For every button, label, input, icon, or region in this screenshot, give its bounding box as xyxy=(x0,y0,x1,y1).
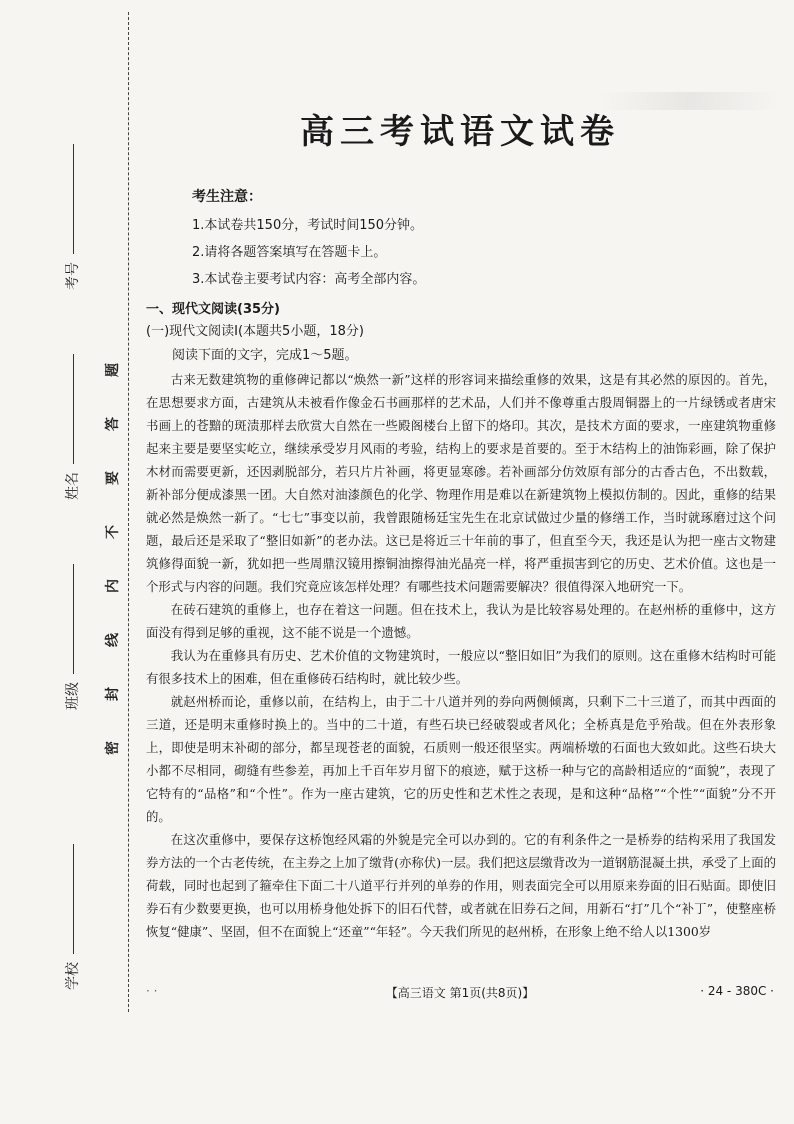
fill-in-line[interactable] xyxy=(73,354,74,464)
passage-paragraph: 就赵州桥而论，重修以前，在结构上，由于二十八道并列的券向两侧倾离，只剩下二十三道了，而其中西面的三道，还是明末重修时换上的。当中的二十道，有些石块已经破裂或者风化；全桥真是危乎殆哉。但在外表形象上，即使是明末补砌的部分，都呈现苍老的面貌，石质则一般还很坚实。两端桥墩的石面也大致如此。这些石块大小都不尽相同，砌缝有些参差，再加上千百年岁月留下的痕迹，赋于这桥一种与它的高龄相适应的“面貌”，表现了它特有的“品格”和“个性”。作为一座古建筑，它的历史性和艺术性之表现，是和这种“品格”“个性”“面貌”分不开的。 xyxy=(146,694,776,824)
footer-left: · · xyxy=(146,984,158,998)
binding-margin xyxy=(0,0,140,1124)
passage-paragraph: 在这次重修中，要保存这桥饱经风霜的外貌是完全可以办到的。它的有利条件之一是桥券的结构采用了我国发券方法的一个古老传统，在主券之上加了缴背(亦称伏)一层。我们把这层缴背改为一道钢筋混凝土拱，承受了上面的荷载，同时也起到了箍牵住下面二十八道平行并列的单券的作用，则表面完全可以用原来券面的旧石贴面。即使旧券石有少数要更换，也可以用桥身他处拆下的旧石代替，或者就在旧券石之间，用新石“打”几个“补丁”，使整座桥恢复“健康”、坚固，但不在面貌上“还童”“年轻”。今天我们所见的赵州桥，在形象上绝不给人以1300岁 xyxy=(146,832,776,939)
class-field[interactable] xyxy=(62,564,82,710)
footer-code: · 24 - 380C · xyxy=(700,984,774,998)
exam-no-label: 考号 xyxy=(65,262,81,290)
passage-paragraph: 古来无数建筑物的重修碑记都以“焕然一新”这样的形容词来描绘重修的效果，这是有其必然的原因的。首先，在思想要求方面，古建筑从未被看作像金石书画那样的艺术品，人们并不像尊重古殷周铜器上的一片绿锈或者唐宋书画上的苍黯的斑渍那样去欣赏大自然在一些殿阁楼台上留下的烙印。其次，是技术方面的要求，一座建筑物重修起来主要是要坚实屹立，继续承受岁月风雨的考验，结构上的要求是首要的。至于木结构上的油饰彩画，除了保护木材而需要更新，还因剥脱部分，若只片片补画，将更显寒碜。若补画部分仿效原有部分的古香古色，不出数载，新补部分便成漆黑一团。大自然对油漆颜色的化学、物理作用是难以在新建筑物上模拟仿制的。因此，重修的结果就必然是焕然一新了。“七七”事变以前，我曾跟随杨廷宝先生在北京试做过少量的修缮工作，当时就琢磨过这个问题，最后还是采取了“整旧如新”的老办法。这已是将近三十年前的事了，但直至今天，我还是认为把一座古文物建筑修得面貌一新，犹如把一些周鼎汉镜用擦铜油擦得油光晶亮一样，将严重损害到它的历史、艺术价值。这也是一个形式与内容的问题。我们究竟应该怎样处理？有哪些技术问题需要解决？很值得深入地研究一下。 xyxy=(146,372,776,594)
fill-in-line[interactable] xyxy=(73,564,74,674)
seal-char: 密 xyxy=(105,741,121,755)
reading-instruction: 阅读下面的文字，完成1～5题。 xyxy=(172,348,358,363)
notice-item: 3.本试卷主要考试内容：高考全部内容。 xyxy=(192,272,426,287)
school-label: 学校 xyxy=(65,962,81,990)
notice-item: 1.本试卷共150分，考试时间150分钟。 xyxy=(192,218,424,233)
page-footer xyxy=(140,984,780,1004)
name-field[interactable] xyxy=(62,354,82,500)
notice-heading: 考生注意： xyxy=(192,189,262,205)
seal-char: 题 xyxy=(105,363,121,377)
exam-no-field[interactable] xyxy=(62,144,82,290)
name-label: 姓名 xyxy=(65,472,81,500)
class-label: 班级 xyxy=(65,682,81,710)
seal-char: 内 xyxy=(105,579,121,593)
passage-paragraph: 在砖石建筑的重修上，也存在着这一问题。但在技术上，我认为是比较容易处理的。在赵州桥的重修中，这方面没有得到足够的重视，这不能不说是一个遗憾。 xyxy=(146,602,776,640)
seal-notice xyxy=(102,360,122,780)
seal-char: 要 xyxy=(105,471,121,485)
subsection-heading: (一)现代文阅读Ⅰ(本题共5小题，18分) xyxy=(146,324,364,339)
seal-char: 答 xyxy=(105,417,121,431)
passage xyxy=(146,368,776,943)
fill-in-line[interactable] xyxy=(73,144,74,254)
notice-item: 2.请将各题答案填写在答题卡上。 xyxy=(192,245,387,260)
seal-char: 封 xyxy=(105,687,121,701)
seal-char: 线 xyxy=(105,633,121,647)
fill-in-line[interactable] xyxy=(73,844,74,954)
school-field[interactable] xyxy=(62,844,82,990)
seal-char: 不 xyxy=(105,525,121,539)
passage-paragraph: 我认为在重修具有历史、艺术价值的文物建筑时，一般应以“整旧如旧”为我们的原则。这在重修木结构时可能有很多技术上的困难，但在重修砖石结构时，就比较少些。 xyxy=(146,648,776,686)
exam-title: 高三考试语文试卷 xyxy=(300,112,620,152)
seal-line xyxy=(128,12,129,1012)
footer-page-info: 【高三语文 第1页(共8页)】 xyxy=(385,986,535,1000)
section-heading: 一、现代文阅读(35分) xyxy=(146,302,280,317)
candidate-notice xyxy=(192,186,752,295)
